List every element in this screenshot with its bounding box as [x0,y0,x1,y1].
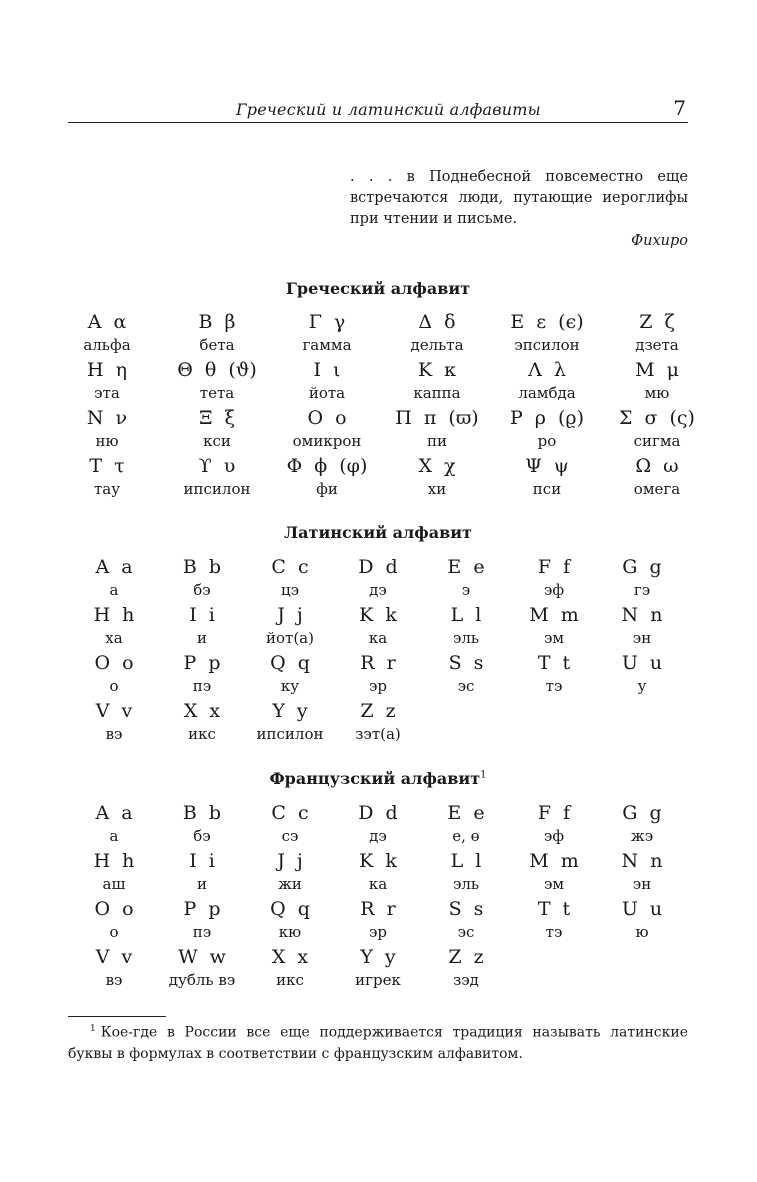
latin-letter-glyphs: I i [189,604,215,626]
latin-letter-glyphs: C c [271,556,309,578]
greek-letter-name: омега [633,480,681,498]
greek-letter-cell [162,358,272,406]
latin-letter-glyphs: K k [359,604,397,626]
greek-letter-glyphs: Γ γ [308,311,346,333]
french-letter-glyphs: A a [95,802,133,824]
latin-alphabet-table [70,555,686,747]
latin-letter-cell [70,699,158,747]
french-letter-glyphs: B b [182,802,222,824]
latin-letter-glyphs: E e [447,556,485,578]
latin-letter-name: вэ [105,725,123,743]
french-letter-glyphs: L l [450,850,482,872]
greek-letter-glyphs: Λ λ [528,359,566,381]
french-letter-name: вэ [105,971,123,989]
latin-letter-cell [158,603,246,651]
french-letter-cell [598,897,686,945]
greek-letter-cell [272,406,382,454]
french-letter-cell [334,897,422,945]
greek-letter-cell [52,358,162,406]
french-letter-name: пэ [192,923,212,941]
greek-letter-glyphs: Η η [87,359,127,381]
epigraph [350,167,688,252]
latin-letter-name: о [109,677,119,695]
greek-letter-name: эта [94,384,120,402]
french-letter-cell [158,849,246,897]
footnote [68,1019,688,1065]
latin-letter-name: ка [368,629,388,647]
french-letter-name: эф [543,827,565,845]
latin-letter-glyphs: F f [537,556,571,578]
greek-letter-glyphs: Α α [87,311,127,333]
french-letter-name: эс [457,923,475,941]
latin-letter-glyphs: Y y [272,700,308,722]
latin-letter-name: э [461,581,471,599]
greek-letter-glyphs: Ω ω [635,455,679,477]
greek-letter-glyphs: Σ σ (ς) [619,407,695,429]
french-alphabet-title [68,769,688,788]
greek-letter-cell [52,310,162,358]
french-letter-glyphs: S s [448,898,484,920]
greek-letter-name: альфа [83,336,131,354]
latin-letter-name: эр [368,677,387,695]
latin-letter-cell [246,555,334,603]
french-letter-cell [158,801,246,849]
french-letter-cell [70,945,158,993]
french-letter-glyphs: W w [178,946,226,968]
greek-letter-name: эпсилон [514,336,580,354]
footnote-reference: 1 [480,769,487,781]
greek-letter-cell [382,406,492,454]
latin-letter-glyphs: T t [537,652,571,674]
latin-letter-glyphs: R r [360,652,396,674]
french-letter-glyphs: P p [183,898,221,920]
greek-letter-name: кси [203,432,231,450]
french-letter-cell [246,801,334,849]
french-alphabet-title-text: Французский алфавит [269,769,481,788]
greek-letter-glyphs: Π π (ϖ) [395,407,479,429]
greek-letter-glyphs: Ψ ψ [525,455,569,477]
french-letter-glyphs: O o [94,898,134,920]
greek-letter-cell [52,406,162,454]
french-letter-cell [598,801,686,849]
french-letter-name: дэ [369,827,387,845]
latin-letter-cell [246,603,334,651]
french-letter-glyphs: D d [358,802,398,824]
greek-letter-name: пи [427,432,447,450]
latin-letter-glyphs: M m [529,604,579,626]
latin-letter-glyphs: J j [277,604,303,626]
greek-letter-name: фи [316,480,338,498]
latin-letter-cell [246,651,334,699]
french-letter-glyphs: H h [93,850,135,872]
greek-letter-cell [272,358,382,406]
french-letter-name: жэ [630,827,654,845]
french-letter-name: тэ [545,923,563,941]
greek-letter-name: дельта [410,336,464,354]
french-letter-name: кю [278,923,302,941]
french-letter-glyphs: Y y [360,946,396,968]
greek-letter-cell [272,454,382,502]
greek-letter-name: йота [308,384,346,402]
footnote-text: Кое-где в России все еще поддерживается традиция называть латинские буквы в формулах в соответствии с французским алфавитом. [68,1024,688,1062]
latin-letter-cell [70,555,158,603]
french-alphabet-table [70,801,686,993]
latin-letter-glyphs: D d [358,556,398,578]
footnote-mark: 1 [90,1024,96,1034]
french-letter-glyphs: U u [621,898,663,920]
french-letter-name: сэ [281,827,299,845]
latin-letter-cell [422,651,510,699]
french-letter-name: бэ [193,827,211,845]
latin-letter-name: гэ [633,581,651,599]
greek-letter-name: тета [199,384,235,402]
latin-letter-cell [598,603,686,651]
greek-letter-cell [602,358,712,406]
latin-letter-name: эль [452,629,480,647]
greek-letter-glyphs: Τ τ [89,455,125,477]
latin-letter-cell [158,651,246,699]
french-letter-cell [510,849,598,897]
french-letter-glyphs: K k [359,850,397,872]
greek-letter-glyphs: Ι ι [313,359,341,381]
french-letter-glyphs: Z z [448,946,484,968]
latin-letter-cell [422,603,510,651]
greek-letter-name: каппа [413,384,461,402]
greek-letter-glyphs: Χ χ [418,455,456,477]
greek-letter-glyphs: Μ μ [635,359,679,381]
latin-letter-cell [510,603,598,651]
latin-letter-name: а [109,581,119,599]
french-letter-name: а [109,827,119,845]
french-letter-name: дубль вэ [168,971,236,989]
latin-letter-name: пэ [192,677,212,695]
french-letter-name: эль [452,875,480,893]
french-letter-cell [598,849,686,897]
french-letter-glyphs: F f [537,802,571,824]
latin-letter-glyphs: O o [94,652,134,674]
french-letter-glyphs: J j [277,850,303,872]
latin-letter-glyphs: A a [95,556,133,578]
french-letter-name: жи [278,875,302,893]
greek-letter-glyphs: Β β [198,311,236,333]
greek-letter-glyphs: Ε ε (ϵ) [510,311,584,333]
greek-letter-cell [492,406,602,454]
greek-letter-name: хи [427,480,447,498]
greek-letter-cell [602,454,712,502]
greek-letter-glyphs: ϒ υ [198,455,236,477]
latin-letter-name: эм [543,629,565,647]
latin-letter-name: йот(а) [266,629,314,647]
french-letter-name: эм [543,875,565,893]
french-letter-glyphs: Q q [270,898,310,920]
latin-letter-cell [422,555,510,603]
french-letter-cell [422,897,510,945]
latin-letter-glyphs: U u [621,652,663,674]
greek-letter-cell [602,406,712,454]
latin-letter-cell [158,699,246,747]
latin-letter-glyphs: Z z [360,700,396,722]
latin-letter-name: бэ [193,581,211,599]
latin-letter-name: эф [543,581,565,599]
french-letter-name: зэд [453,971,479,989]
french-letter-cell [334,849,422,897]
greek-letter-name: сигма [633,432,681,450]
latin-letter-glyphs: V v [95,700,133,722]
latin-letter-cell [70,651,158,699]
latin-letter-name: и [197,629,207,647]
latin-letter-name: дэ [369,581,387,599]
greek-letter-cell [162,310,272,358]
greek-letter-glyphs: Κ κ [417,359,457,381]
footnote-rule [68,1016,166,1017]
french-letter-glyphs: T t [537,898,571,920]
french-letter-cell [246,849,334,897]
greek-letter-name: ипсилон [183,480,251,498]
greek-letter-name: ламбда [518,384,576,402]
page-number: 7 [673,96,686,120]
latin-letter-name: ку [280,677,300,695]
french-letter-glyphs: I i [189,850,215,872]
french-letter-cell [246,897,334,945]
latin-letter-cell [246,699,334,747]
latin-letter-glyphs: L l [450,604,482,626]
french-letter-name: и [197,875,207,893]
latin-letter-name: эс [457,677,475,695]
greek-letter-glyphs: Θ θ (ϑ) [177,359,257,381]
latin-letter-cell [510,651,598,699]
greek-letter-glyphs: Ο ο [307,407,347,429]
greek-letter-name: пси [532,480,562,498]
latin-letter-name: зэт(а) [355,725,401,743]
french-letter-cell [422,945,510,993]
french-letter-cell [158,897,246,945]
greek-letter-cell [382,454,492,502]
french-letter-glyphs: X x [271,946,309,968]
french-letter-name: е, ө [452,827,480,845]
latin-alphabet-title: Латинский алфавит [284,523,472,542]
latin-letter-cell [334,651,422,699]
latin-letter-glyphs: B b [182,556,222,578]
french-letter-cell [158,945,246,993]
greek-letter-name: бета [199,336,235,354]
greek-letter-name: ню [95,432,119,450]
french-letter-glyphs: V v [95,946,133,968]
latin-letter-name: эн [632,629,652,647]
greek-alphabet-table [52,310,712,502]
greek-letter-cell [492,454,602,502]
latin-letter-name: икс [188,725,216,743]
running-header-title: Греческий и латинский алфавиты [236,100,541,119]
french-letter-name: икс [276,971,304,989]
latin-letter-name: цэ [280,581,300,599]
latin-letter-cell [334,603,422,651]
latin-letter-glyphs: S s [448,652,484,674]
latin-letter-glyphs: G g [622,556,662,578]
latin-letter-glyphs: P p [183,652,221,674]
epigraph-author: Фихиро [631,233,688,249]
greek-letter-glyphs: Φ ϕ (φ) [286,455,368,477]
french-letter-name: ю [635,923,649,941]
latin-letter-cell [158,555,246,603]
latin-letter-name: у [637,677,647,695]
french-letter-name: игрек [355,971,401,989]
latin-letter-glyphs: N n [621,604,663,626]
epigraph-text: . . . в Поднебесной повсеместно еще встречаются люди, путающие иероглифы при чтении и письме. [350,169,688,227]
french-letter-cell [510,897,598,945]
french-letter-name: ка [368,875,388,893]
greek-letter-name: ро [537,432,557,450]
french-letter-glyphs: G g [622,802,662,824]
greek-letter-glyphs: Ρ ρ (ϱ) [509,407,585,429]
greek-alphabet-title: Греческий алфавит [285,279,471,298]
french-letter-cell [70,897,158,945]
greek-letter-cell [272,310,382,358]
french-letter-glyphs: C c [271,802,309,824]
french-letter-cell [422,801,510,849]
french-letter-cell [334,945,422,993]
french-letter-cell [70,801,158,849]
latin-letter-cell [70,603,158,651]
latin-letter-name: тэ [545,677,563,695]
greek-letter-cell [492,358,602,406]
latin-letter-glyphs: X x [183,700,221,722]
greek-letter-cell [162,454,272,502]
french-letter-glyphs: R r [360,898,396,920]
greek-letter-name: мю [644,384,670,402]
french-letter-glyphs: M m [529,850,579,872]
greek-letter-name: тау [93,480,121,498]
latin-letter-glyphs: H h [93,604,135,626]
french-letter-cell [422,849,510,897]
running-header [68,96,688,123]
latin-letter-cell [510,555,598,603]
greek-letter-name: дзета [635,336,679,354]
french-letter-glyphs: E e [447,802,485,824]
greek-letter-cell [382,358,492,406]
french-letter-cell [510,801,598,849]
latin-letter-cell [334,699,422,747]
greek-letter-name: омикрон [292,432,362,450]
greek-letter-cell [382,310,492,358]
french-letter-name: аш [102,875,126,893]
greek-letter-name: гамма [302,336,352,354]
latin-letter-cell [334,555,422,603]
greek-letter-cell [52,454,162,502]
greek-letter-cell [162,406,272,454]
greek-letter-glyphs: Δ δ [418,311,456,333]
latin-letter-cell [598,651,686,699]
latin-letter-glyphs: Q q [270,652,310,674]
greek-letter-glyphs: Ν ν [86,407,128,429]
french-letter-glyphs: N n [621,850,663,872]
french-letter-cell [334,801,422,849]
latin-letter-cell [598,555,686,603]
greek-letter-cell [492,310,602,358]
latin-letter-name: ха [105,629,123,647]
greek-letter-cell [602,310,712,358]
french-letter-name: эн [632,875,652,893]
french-letter-name: эр [368,923,387,941]
french-letter-cell [70,849,158,897]
french-letter-cell [246,945,334,993]
greek-letter-glyphs: Ξ ξ [199,407,235,429]
greek-letter-glyphs: Ζ ζ [639,311,675,333]
french-letter-name: о [109,923,119,941]
latin-letter-name: ипсилон [256,725,324,743]
